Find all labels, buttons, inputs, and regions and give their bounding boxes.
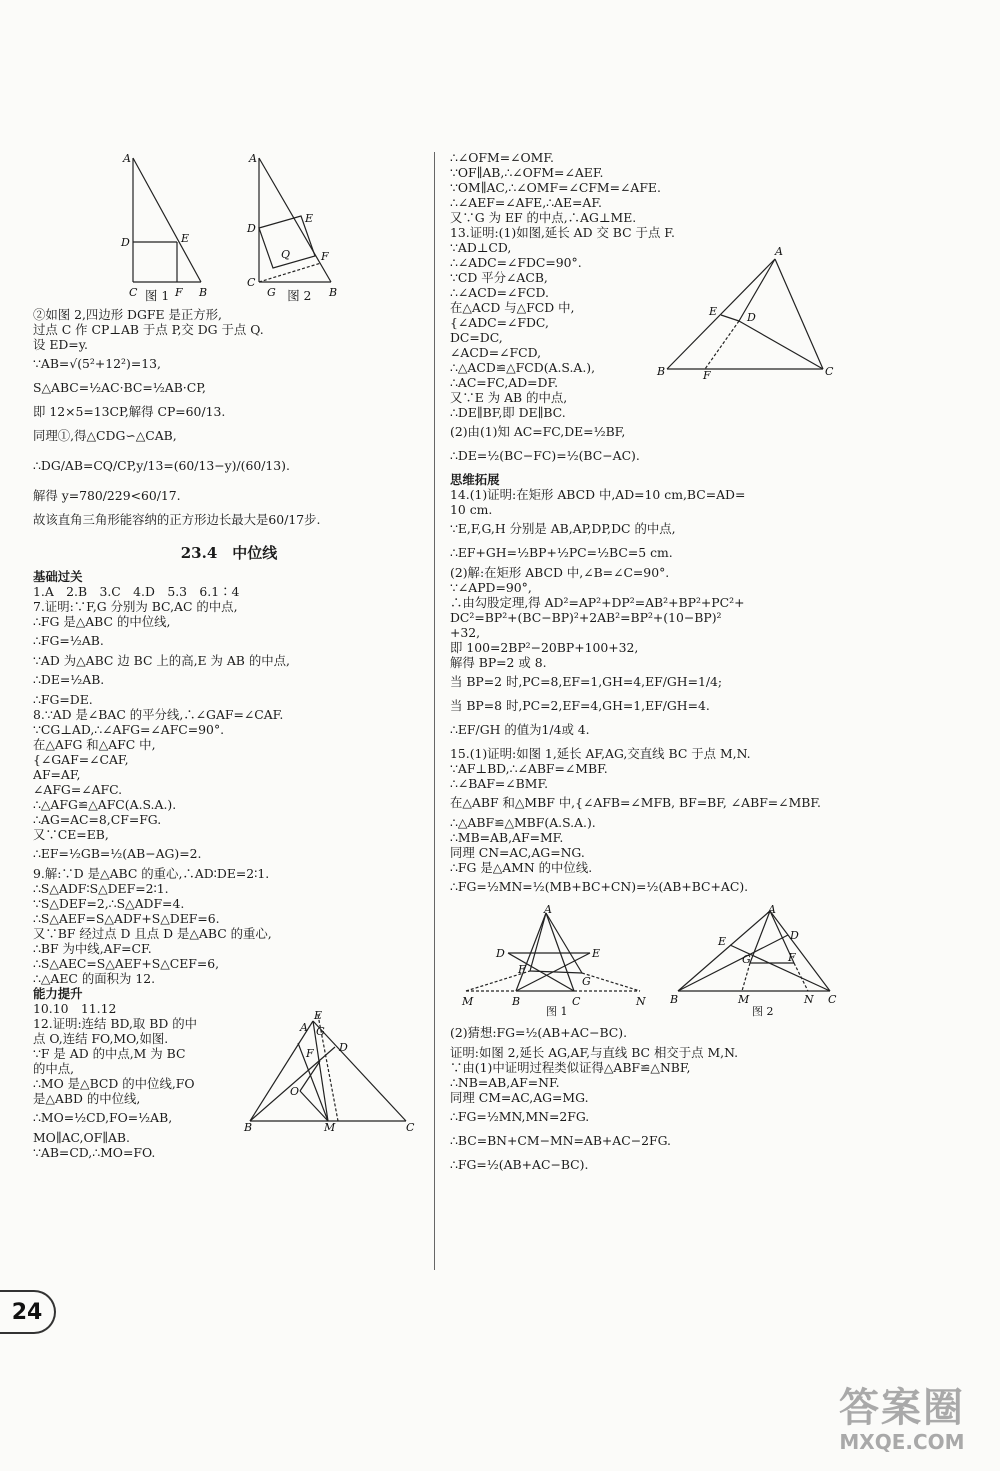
text-line: 12.证明:连结 BD,取 BD 的中	[33, 1016, 198, 1031]
fig2-label-c: C	[247, 276, 256, 289]
text-line: ∵由(1)中证明过程类似证得△ABF≌△NBF,	[450, 1060, 691, 1075]
text-line: AF=AF,	[33, 767, 81, 782]
text-line: 即 12×5=13CP,解得 CP=60/13.	[33, 404, 226, 419]
text-line: 证明:如图 2,延长 AG,AF,与直线 BC 相交于点 M,N.	[450, 1045, 739, 1060]
page-number: 24	[0, 1290, 56, 1334]
text-line: 又∵E 为 AB 的中点,	[450, 390, 568, 405]
text-line: 又∵BF 经过点 D 且点 D 是△ABC 的重心,	[33, 926, 272, 941]
text-line: ∴MB=AB,AF=MF.	[450, 830, 564, 845]
text-line: 又∵G 为 EF 的中点,∴AG⊥ME.	[450, 210, 637, 225]
text-line: 在△AFG 和△AFC 中,	[33, 737, 156, 752]
q15-solution	[450, 746, 840, 899]
fig13-label-a: A	[775, 245, 783, 258]
fig12-label-f: F	[306, 1047, 314, 1060]
fig15b-label-b: B	[670, 993, 679, 1006]
fig15b-caption: 图 2	[752, 1005, 774, 1017]
text-line: ∴BF 为中线,AF=CF.	[33, 941, 152, 956]
text-line: 过点 C 作 CP⊥AB 于点 P,交 DG 于点 Q.	[33, 322, 264, 337]
text-line: ∵AB=CD,∴MO=FO.	[33, 1145, 156, 1160]
fig1-label-b: B	[199, 286, 208, 299]
thinking-heading: 思维拓展	[450, 472, 500, 487]
text-line: ∴EF=½GB=½(AB−AG)=2.	[33, 846, 202, 861]
fig15b-label-c: C	[828, 993, 837, 1006]
fig12-label-b: B	[244, 1121, 253, 1131]
text-line: 13.证明:(1)如图,延长 AD 交 BC 于点 F.	[450, 225, 675, 240]
fig15a-label-b: B	[512, 995, 521, 1008]
fig1-label-c: C	[129, 286, 138, 299]
text-line: 10 cm.	[450, 502, 493, 517]
fig13-label-d: D	[747, 311, 756, 324]
figure-q13	[655, 245, 835, 380]
fig15b-label-g: G	[742, 953, 751, 966]
fig1-label-d: D	[121, 236, 130, 249]
text-line: ∴△ABF≌△MBF(A.S.A.).	[450, 815, 596, 830]
text-line: ∴S△AEC=S△AEF+S△CEF=6,	[33, 956, 220, 971]
text-line: 解得 y=780/229<60/17.	[33, 488, 181, 503]
fig15a-label-c: C	[572, 995, 581, 1008]
fig2-label-q: Q	[281, 248, 291, 261]
ability-heading: 能力提升	[33, 986, 83, 1001]
text-line: 1.A 2.B 3.C 4.D 5.3 6.1∶4	[33, 584, 240, 599]
text-line: ∴S△AEF=S△ADF+S△DEF=6.	[33, 911, 220, 926]
fig2-label-d: D	[247, 222, 256, 235]
text-line: ∵AD⊥CD,	[450, 240, 512, 255]
q15b-solution	[450, 1021, 840, 1177]
text-line: 10.10 11.12	[33, 1001, 117, 1016]
fig15a-label-m: M	[462, 995, 474, 1008]
text-line: 在△ACD 与△FCD 中,	[450, 300, 575, 315]
text-line: ∠ACD=∠FCD,	[450, 345, 542, 360]
fig13-label-e: E	[709, 305, 718, 318]
fig13-label-f: F	[703, 369, 711, 380]
text-line: ∴∠OFM=∠OMF.	[450, 150, 554, 165]
text-line: ∴S△ADF∶S△DEF=2∶1.	[33, 881, 169, 896]
text-line: 解得 BP=2 或 8.	[450, 655, 547, 670]
fig12-label-o: O	[290, 1085, 300, 1098]
text-line: ∵AB=√(5²+12²)=13,	[33, 356, 161, 371]
text-line: 8.∵AD 是∠BAC 的平分线,∴∠GAF=∠CAF.	[33, 707, 284, 722]
text-line: 当 BP=2 时,PC=8,EF=1,GH=4,EF/GH=1/4;	[450, 674, 723, 689]
fig15a-label-n: N	[636, 995, 646, 1008]
fig12-label-d: D	[339, 1041, 348, 1054]
text-line: ∴由勾股定理,得 AD²=AP²+DP²=AB²+BP²+PC²+	[450, 595, 745, 610]
fig15a-label-g: G	[582, 975, 591, 988]
text-line: ∴BC=BN+CM−MN=AB+AC−2FG.	[450, 1133, 671, 1148]
fig15b-label-e: E	[718, 935, 727, 948]
text-line: ∴EF+GH=½BP+½PC=½BC=5 cm.	[450, 545, 673, 560]
fig15a-label-a: A	[544, 905, 552, 916]
text-line: ∴AG=AC=8,CF=FG.	[33, 812, 162, 827]
figure-1-caption: 图 1	[145, 288, 170, 303]
fig2-label-e: E	[305, 212, 314, 225]
column-divider	[434, 152, 435, 1270]
text-line: ∴∠BAF=∠BMF.	[450, 776, 549, 791]
text-line: 又∵CE=EB,	[33, 827, 109, 842]
fig1-label-f: F	[175, 286, 183, 299]
basic-solutions	[33, 584, 425, 986]
fig15b-label-a: A	[768, 905, 776, 916]
watermark	[822, 1385, 982, 1463]
text-line: {∠ADC=∠FDC,	[450, 315, 549, 330]
text-line: (2)解:在矩形 ABCD 中,∠B=∠C=90°.	[450, 565, 670, 580]
q13-block	[450, 225, 840, 468]
text-line: +32,	[450, 625, 481, 640]
text-line: {∠GAF=∠CAF,	[33, 752, 129, 767]
text-line: 设 ED=y.	[33, 337, 88, 352]
text-line: ∴DE=½(BC−FC)=½(BC−AC).	[450, 448, 640, 463]
fig15b-label-d: D	[790, 929, 799, 942]
fig2-label-g: G	[267, 286, 276, 299]
basic-heading: 基础过关	[33, 569, 83, 584]
text-line: ∴△AEC 的面积为 12.	[33, 971, 156, 986]
text-line: 同理 CN=AC,AG=NG.	[450, 845, 585, 860]
fig13-label-c: C	[825, 365, 834, 378]
text-line: ∵E,F,G,H 分别是 AB,AP,DP,DC 的中点,	[450, 521, 676, 536]
text-line: ∵CD 平分∠ACB,	[450, 270, 548, 285]
fig1-label-e: E	[181, 232, 190, 245]
q12-block	[33, 1001, 425, 1160]
text-line: 当 BP=8 时,PC=2,EF=4,GH=1,EF/GH=4.	[450, 698, 710, 713]
text-line: DC=DC,	[450, 330, 503, 345]
text-line: ∴∠ACD=∠FCD.	[450, 285, 549, 300]
text-line: ∠AFG=∠AFC.	[33, 782, 123, 797]
figure-q15-1	[458, 905, 648, 1017]
left-column	[33, 150, 425, 1160]
q15-figures	[458, 905, 840, 1017]
text-line: 同理①,得△CDG∽△CAB,	[33, 428, 177, 443]
watermark-url: MXQE.COM	[839, 1430, 965, 1454]
text-line: 14.(1)证明:在矩形 ABCD 中,AD=10 cm,BC=AD=	[450, 487, 746, 502]
fig15b-label-f: F	[788, 951, 796, 964]
text-line: MO∥AC,OF∥AB.	[33, 1130, 130, 1145]
watermark-logo: 答案圈	[839, 1385, 965, 1431]
text-line: ∵S△DEF=2,∴S△ADF=4.	[33, 896, 185, 911]
fig12-label-m: M	[324, 1121, 336, 1131]
text-line: ∴FG 是△ABC 的中位线,	[33, 614, 171, 629]
text-line: ②如图 2,四边形 DGFE 是正方形,	[33, 307, 222, 322]
text-line: ∴DE=½AB.	[33, 672, 105, 687]
fig12-label-c: C	[406, 1121, 415, 1131]
text-line: ∵∠APD=90°,	[450, 580, 532, 595]
figure-2-caption: 图 2	[287, 288, 312, 303]
fig12-label-e: E	[314, 1011, 323, 1022]
fig15b-label-m: M	[738, 993, 750, 1006]
text-line: ∴EF/GH 的值为1/4或 4.	[450, 722, 590, 737]
text-line: 故该直角三角形能容纳的正方形边长最大是60/17步.	[33, 512, 321, 527]
text-line: ∵OM∥AC,∴∠OMF=∠CFM=∠AFE.	[450, 180, 661, 195]
text-line: ∴△AFG≌△AFC(A.S.A.).	[33, 797, 177, 812]
fig2-label-b: B	[329, 286, 338, 299]
fig2-label-a: A	[249, 152, 257, 165]
fig12-label-a: A	[300, 1021, 308, 1034]
fig15a-caption: 图 1	[546, 1005, 568, 1017]
figure-q15-2	[670, 905, 840, 1017]
text-line: 在△ABF 和△MBF 中,{∠AFB=∠MFB, BF=BF, ∠ABF=∠MBF.	[450, 795, 821, 810]
fig12-label-g: G	[316, 1025, 325, 1038]
text-line: ∴∠ADC=∠FDC=90°.	[450, 255, 582, 270]
text-line: ∴NB=AB,AF=NF.	[450, 1075, 560, 1090]
text-line: ∴FG=½AB.	[33, 633, 104, 648]
text-line: ∵OF∥AB,∴∠OFM=∠AEF.	[450, 165, 604, 180]
text-line: 15.(1)证明:如图 1,延长 AF,AG,交直线 BC 于点 M,N.	[450, 746, 751, 761]
text-line: ∵AF⊥BD,∴∠ABF=∠MBF.	[450, 761, 608, 776]
text-line: 7.证明:∵F,G 分别为 BC,AC 的中点,	[33, 599, 238, 614]
text-line: ∴DE∥BF,即 DE∥BC.	[450, 405, 566, 420]
fig2-label-f: F	[321, 250, 329, 263]
fig15a-label-f: F	[518, 963, 526, 976]
text-line: ∵AD 为△ABC 边 BC 上的高,E 为 AB 的中点,	[33, 653, 290, 668]
q12-continued	[450, 150, 840, 225]
text-line: (2)猜想:FG=½(AB+AC−BC).	[450, 1025, 628, 1040]
text-line: (2)由(1)知 AC=FC,DE=½BF,	[450, 424, 626, 439]
text-line: DC²=BP²+(BC−BP)²+2AB²=BP²+(10−BP)²	[450, 610, 722, 625]
text-line: 的中点,	[33, 1061, 75, 1076]
text-line: 是△ABD 的中位线,	[33, 1091, 141, 1106]
text-line: ∴FG 是△AMN 的中位线.	[450, 860, 593, 875]
text-line: ∵CG⊥AD,∴∠AFG=∠AFC=90°.	[33, 722, 225, 737]
text-line: 同理 CM=AC,AG=MG.	[450, 1090, 589, 1105]
fig13-label-b: B	[657, 365, 666, 378]
text-line: ∴△ACD≌△FCD(A.S.A.),	[450, 360, 596, 375]
text-line: ∴FG=DE.	[33, 692, 93, 707]
text-line: ∴FG=½MN=½(MB+BC+CN)=½(AB+BC+AC).	[450, 879, 749, 894]
text-line: ∴DG/AB=CQ/CP,y/13=(60/13−y)/(60/13).	[33, 458, 290, 473]
q6-figures	[103, 150, 425, 300]
text-line: 9.解:∵D 是△ABC 的重心,∴AD∶DE=2∶1.	[33, 866, 270, 881]
fig1-label-a: A	[123, 152, 131, 165]
text-line: ∴MO=½CD,FO=½AB,	[33, 1110, 173, 1125]
section-title: 23.4 中位线	[180, 544, 278, 562]
figure-1-right-triangle	[103, 150, 223, 300]
q14-solution	[450, 487, 840, 742]
text-line: ∴AC=FC,AD=DF.	[450, 375, 559, 390]
fig15a-label-e: E	[592, 947, 601, 960]
text-line: ∴FG=½(AB+AC−BC).	[450, 1157, 589, 1172]
text-line: ∵F 是 AD 的中点,M 为 BC	[33, 1046, 186, 1061]
q6-solution	[33, 307, 425, 532]
figure-2-right-triangle	[241, 150, 361, 300]
text-line: ∴∠AEF=∠AFE,∴AE=AF.	[450, 195, 602, 210]
right-column	[450, 150, 840, 1177]
fig15a-label-d: D	[496, 947, 505, 960]
text-line: ∴MO 是△BCD 的中位线,FO	[33, 1076, 195, 1091]
text-line: 即 100=2BP²−20BP+100+32,	[450, 640, 639, 655]
text-line: 点 O,连结 FO,MO,如图.	[33, 1031, 169, 1046]
text-line: ∴FG=½MN,MN=2FG.	[450, 1109, 590, 1124]
figure-q12	[238, 1011, 418, 1131]
fig15b-label-n: N	[804, 993, 814, 1006]
text-line: S△ABC=½AC·BC=½AB·CP,	[33, 380, 206, 395]
